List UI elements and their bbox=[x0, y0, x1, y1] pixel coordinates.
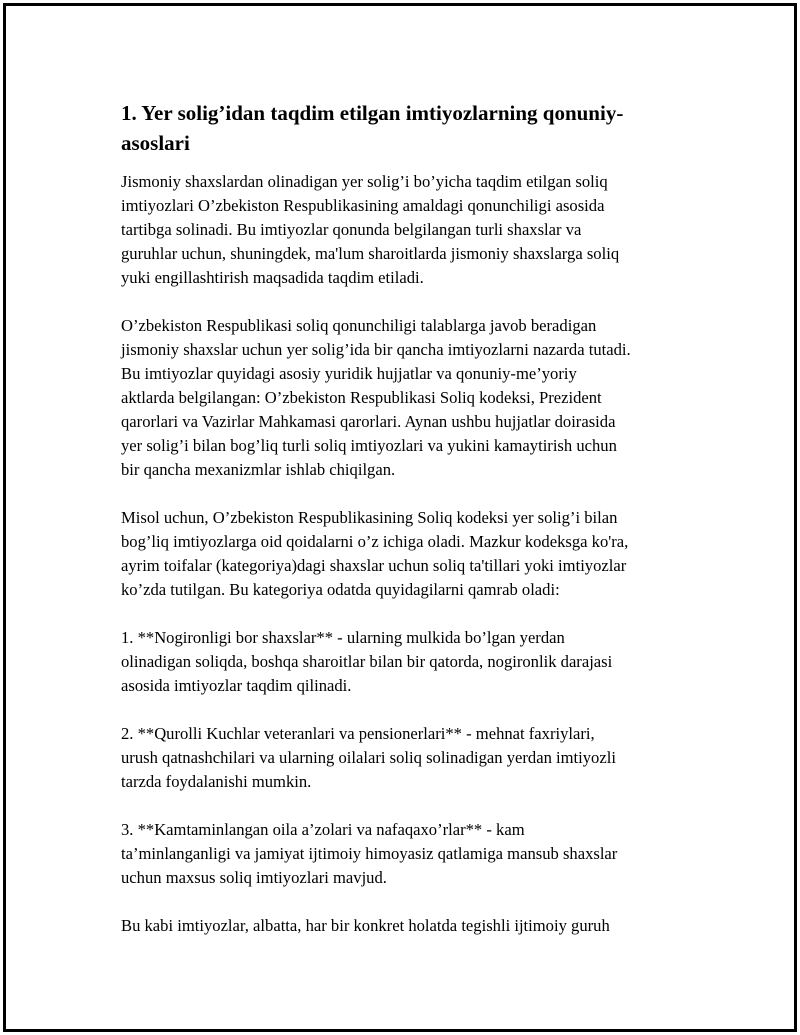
list-item-veterans: 2. **Qurolli Kuchlar veteranlari va pensionerlari** - mehnat faxriylari, urush qatnashchilari va ularning oilalari soliq solinadigan yerdan imtiyozli tarzda foydalanishi mumkin. bbox=[121, 724, 616, 791]
document-page bbox=[3, 3, 797, 1032]
paragraph-legislation: O’zbekiston Respublikasi soliq qonunchiligi talablarga javob beradigan jismoniy shaxslar uchun yer solig’ida bir qancha imtiyozlarni nazarda tutadi. Bu imtiyozlar quyidagi asosiy yuridik hujjatlar va qonuniy-me’yoriy aktlarda belgilangan: O’zbekiston Respublikasi Soliq kodeksi, Prezident qarorlari va Vazirlar Mahkamasi qarorlari. Aynan ushbu hujjatlar doirasida yer solig’i bilan bog’liq turli soliq imtiyozlari va yukini kamaytirish uchun bir qancha mexanizmlar ishlab chiqilgan. bbox=[121, 316, 631, 479]
paragraph-tax-code: Misol uchun, O’zbekiston Respublikasining Soliq kodeksi yer solig’i bilan bog’liq imtiyozlarga oid qoidalarni o’z ichiga oladi. Mazkur kodeksga ko'ra, ayrim toifalar (kategoriya)dagi shaxslar uchun soliq ta'tillari yoki imtiyozlar ko’zda tutilgan. Bu kategoriya odatda quyidagilarni qamrab oladi: bbox=[121, 508, 629, 599]
document-body bbox=[121, 98, 696, 962]
paragraph-legal-basis: Jismoniy shaxslardan olinadigan yer solig’i bo’yicha taqdim etilgan soliq imtiyozlari O’zbekiston Respublikasining amaldagi qonunchiligi asosida tartibga solinadi. Bu imtiyozlar qonunda belgilangan turli shaxslar va guruhlar uchun, shuningdek, ma'lum sharoitlarda jismoniy shaxslarga soliq yuki engillashtirish maqsadida taqdim etiladi. bbox=[121, 172, 620, 287]
paragraph-closing: Bu kabi imtiyozlar, albatta, har bir konkret holatda tegishli ijtimoiy guruh bbox=[121, 916, 610, 935]
list-item-disabled-persons: 1. **Nogironligi bor shaxslar** - ularning mulkida bo’lgan yerdan olinadigan soliqda, boshqa sharoitlar bilan bir qatorda, nogironlik darajasi asosida imtiyozlar taqdim qilinadi. bbox=[121, 628, 613, 695]
section-heading: 1. Yer solig’idan taqdim etilgan imtiyozlarning qonuniy- asoslari bbox=[121, 101, 624, 155]
list-item-low-income-families: 3. **Kamtaminlangan oila a’zolari va nafaqaxo’rlar** - kam ta’minlanganligi va jamiyat ijtimoiy himoyasiz qatlamiga mansub shaxslar uchun maxsus soliq imtiyozlari mavjud. bbox=[121, 820, 618, 887]
